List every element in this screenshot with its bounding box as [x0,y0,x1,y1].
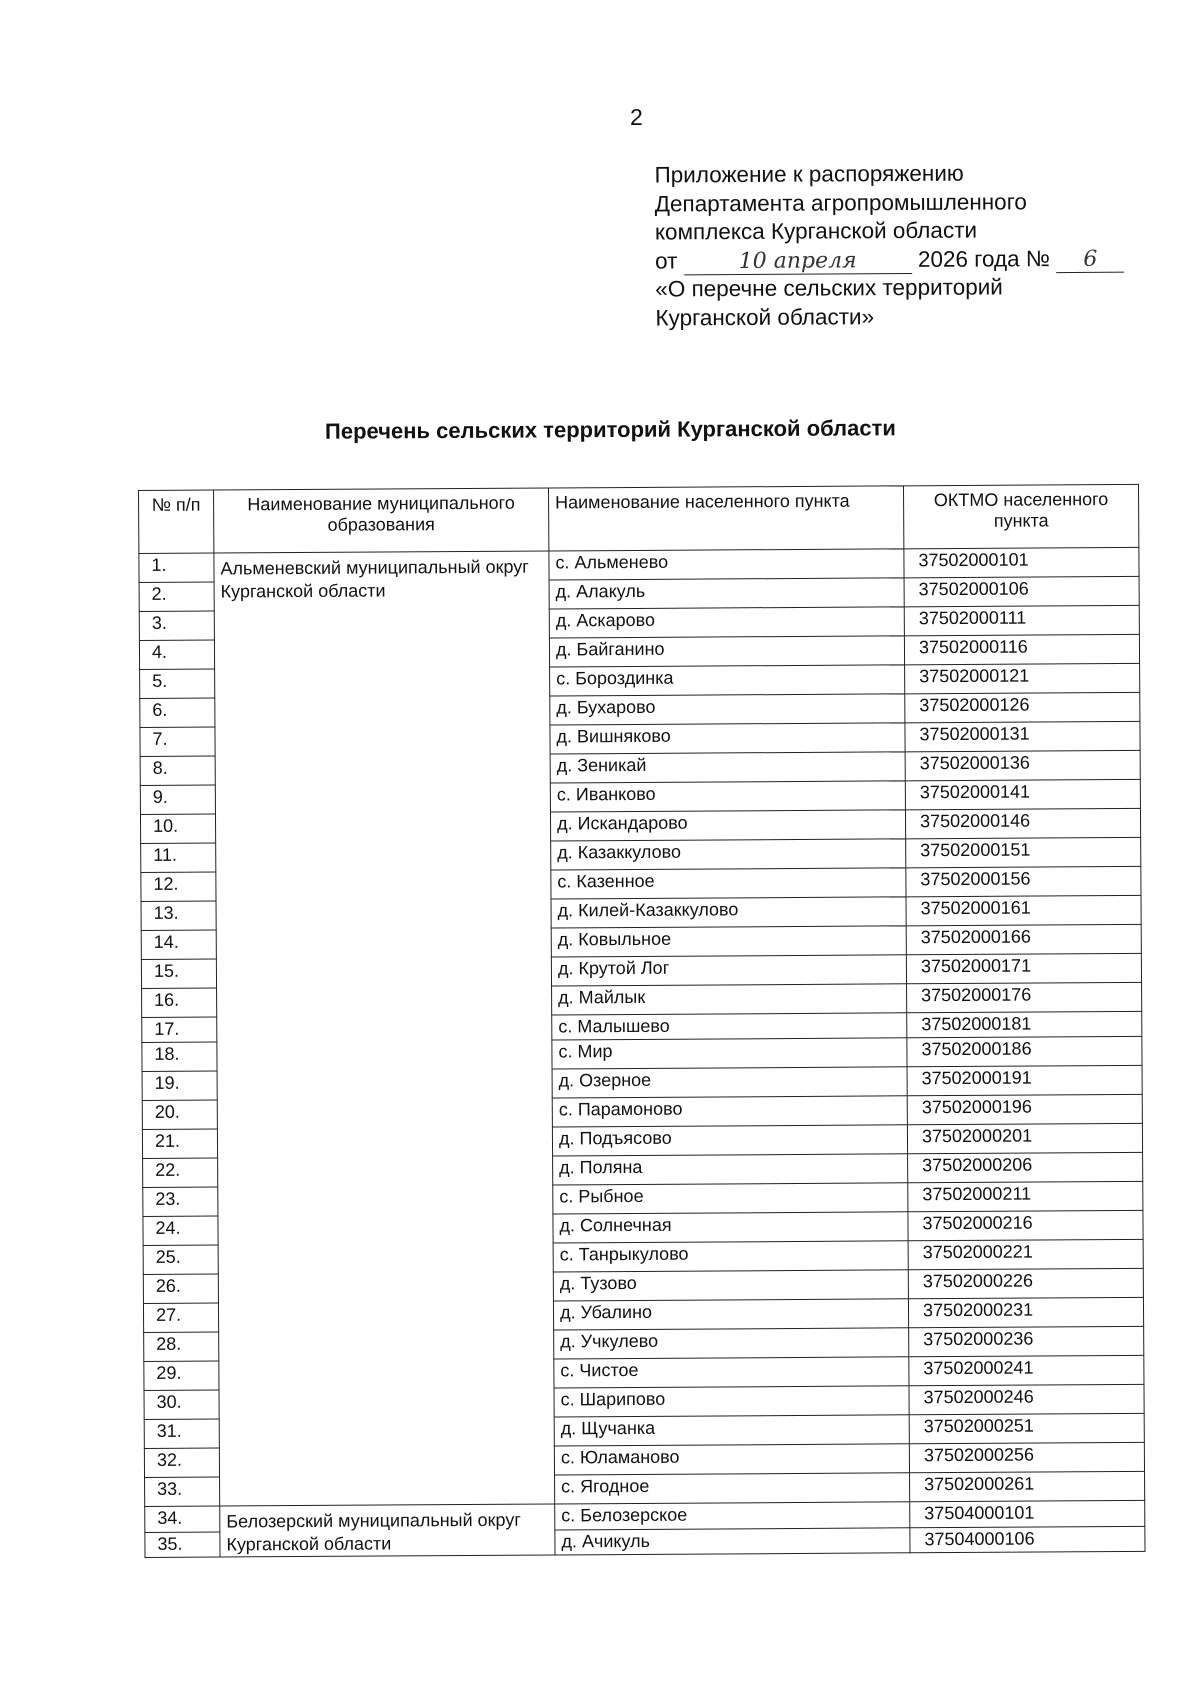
oktmo-code: 37502000241 [909,1355,1144,1385]
oktmo-code: 37502000136 [905,750,1140,780]
row-number: 17. [142,1017,217,1042]
appendix-line-3: комплекса Курганской области [654,217,978,245]
settlement-name: д. Искандарово [550,810,905,841]
appendix-line-1: Приложение к распоряжению [654,160,964,188]
oktmo-code: 37502000261 [910,1471,1145,1501]
settlement-name: д. Казаккулово [551,839,906,870]
row-number: 15. [141,959,216,988]
row-number: 14. [141,930,216,959]
oktmo-code: 37502000181 [907,1011,1142,1037]
settlement-name: с. Мир [552,1038,907,1069]
row-number: 27. [143,1303,218,1332]
oktmo-code: 37502000146 [905,808,1140,838]
row-number: 30. [144,1390,219,1419]
handwritten-date: 10 апреля [684,248,912,274]
row-number: 2. [139,582,214,611]
oktmo-code: 37502000111 [904,605,1139,635]
settlement-name: д. Байганино [549,636,904,667]
settlement-name: с. Парамоново [552,1096,907,1127]
oktmo-code: 37502000121 [905,663,1140,693]
oktmo-code: 37502000101 [904,547,1139,577]
settlement-name: с. Иванково [550,781,905,812]
row-number: 13. [141,901,216,930]
row-number: 9. [140,785,215,814]
header-num: № п/п [139,490,214,553]
oktmo-code: 37502000201 [907,1123,1142,1153]
settlement-name: д. Убалино [553,1299,908,1330]
oktmo-code: 37502000246 [909,1384,1144,1414]
row-number: 12. [141,872,216,901]
appendix-line-5: «О перечне сельских территорий [655,274,1003,302]
table-header-row [139,484,1139,553]
oktmo-code: 37502000211 [908,1181,1143,1211]
settlement-name: с. Белозерское [555,1502,910,1530]
oktmo-code: 37502000141 [905,779,1140,809]
oktmo-code: 37502000176 [907,982,1142,1012]
row-number: 25. [143,1245,218,1274]
row-number: 29. [144,1361,219,1390]
settlement-name: д. Поляна [553,1154,908,1185]
settlement-name: с. Ягодное [555,1473,910,1504]
appendix-date-line [655,244,1155,276]
oktmo-code: 37502000226 [908,1268,1143,1298]
row-number: 4. [139,640,214,669]
oktmo-code: 37502000151 [906,837,1141,867]
row-number: 5. [140,669,215,698]
municipality-name: Белозерский муниципальный округ Курганской области [220,1504,555,1557]
settlement-name: с. Чистое [554,1357,909,1388]
oktmo-code: 37502000186 [907,1036,1142,1066]
row-number: 28. [144,1332,219,1361]
row-number: 19. [142,1071,217,1100]
settlement-name: с. Малышево [552,1013,907,1040]
header-oktmo: ОКТМО населенного пункта [903,484,1138,548]
oktmo-code: 37502000131 [905,721,1140,751]
oktmo-code: 37502000236 [909,1326,1144,1356]
settlement-name: д. Вишняково [550,723,905,754]
appendix-line-6: Курганской области» [655,303,875,331]
municipality-name: Альменевский муниципальный округ Курганской области [214,551,555,1506]
settlement-name: д. Зеникай [550,752,905,783]
settlement-name: д. Крутой Лог [551,955,906,986]
settlement-name: д. Ковыльное [551,926,906,957]
oktmo-code: 37502000171 [906,953,1141,983]
oktmo-code: 37502000251 [909,1413,1144,1443]
row-number: 21. [142,1129,217,1158]
territories-table [138,484,1146,1558]
row-number: 11. [141,843,216,872]
settlement-name: д. Майлык [552,984,907,1015]
settlement-name: с. Казенное [551,868,906,899]
row-number: 6. [140,698,215,727]
settlement-name: д. Щучанка [554,1415,909,1446]
oktmo-code: 37502000126 [905,692,1140,722]
document-title: Перечень сельских территорий Курганской области [324,415,896,444]
row-number: 8. [140,756,215,785]
row-number: 35. [145,1532,220,1558]
oktmo-code: 37502000106 [904,576,1139,606]
settlement-name: с. Юламаново [554,1444,909,1475]
row-number: 24. [143,1216,218,1245]
handwritten-number: 6 [1056,247,1124,272]
row-number: 18. [142,1042,217,1071]
header-municipality: Наименование муниципального образования [214,488,549,553]
settlement-name: с. Альменево [549,549,904,580]
settlement-name: д. Озерное [552,1067,907,1098]
date-prefix: от [655,247,678,274]
oktmo-code: 37502000161 [906,895,1141,925]
settlement-name: д. Бухарово [550,694,905,725]
settlement-name: д. Аскарово [549,607,904,638]
row-number: 26. [143,1274,218,1303]
row-number: 23. [143,1187,218,1216]
settlement-name: д. Солнечная [553,1212,908,1243]
settlement-name: с. Шарипово [554,1386,909,1417]
settlement-name: д. Тузово [553,1270,908,1301]
oktmo-code: 37502000166 [906,924,1141,954]
row-number: 33. [145,1477,220,1506]
oktmo-code: 37502000221 [908,1239,1143,1269]
settlement-name: д. Алакуль [549,578,904,609]
row-number: 22. [143,1158,218,1187]
row-number: 1. [139,553,214,582]
settlement-name: д. Килей-Казаккулово [551,897,906,928]
table-body [139,547,1145,1557]
oktmo-code: 37502000116 [904,634,1139,664]
settlement-name: д. Ачикуль [555,1527,910,1555]
row-number: 10. [140,814,215,843]
oktmo-code: 37504000101 [910,1500,1145,1527]
oktmo-code: 37504000106 [910,1526,1145,1553]
territories-table-wrapper [138,484,1146,1558]
header-settlement: Наименование населенного пункта [548,486,903,551]
oktmo-code: 37502000256 [909,1442,1144,1472]
row-number: 32. [144,1448,219,1477]
row-number: 16. [142,988,217,1017]
oktmo-code: 37502000196 [907,1094,1142,1124]
oktmo-code: 37502000156 [906,866,1141,896]
year-text: 2026 года № [917,245,1051,272]
page-number: 2 [630,104,643,130]
settlement-name: с. Бороздинка [550,665,905,696]
settlement-name: с. Танрыкулово [553,1241,908,1272]
row-number: 34. [145,1506,220,1532]
settlement-name: с. Рыбное [553,1183,908,1214]
row-number: 31. [144,1419,219,1448]
settlement-name: д. Учкулево [554,1328,909,1359]
appendix-line-2: Департамента агропромышленного [654,188,1027,217]
row-number: 7. [140,727,215,756]
oktmo-code: 37502000231 [908,1297,1143,1327]
oktmo-code: 37502000191 [907,1065,1142,1095]
row-number: 20. [142,1100,217,1129]
row-number: 3. [139,611,214,640]
oktmo-code: 37502000216 [908,1210,1143,1240]
oktmo-code: 37502000206 [908,1152,1143,1182]
settlement-name: д. Подъясово [552,1125,907,1156]
appendix-block [654,158,1155,332]
